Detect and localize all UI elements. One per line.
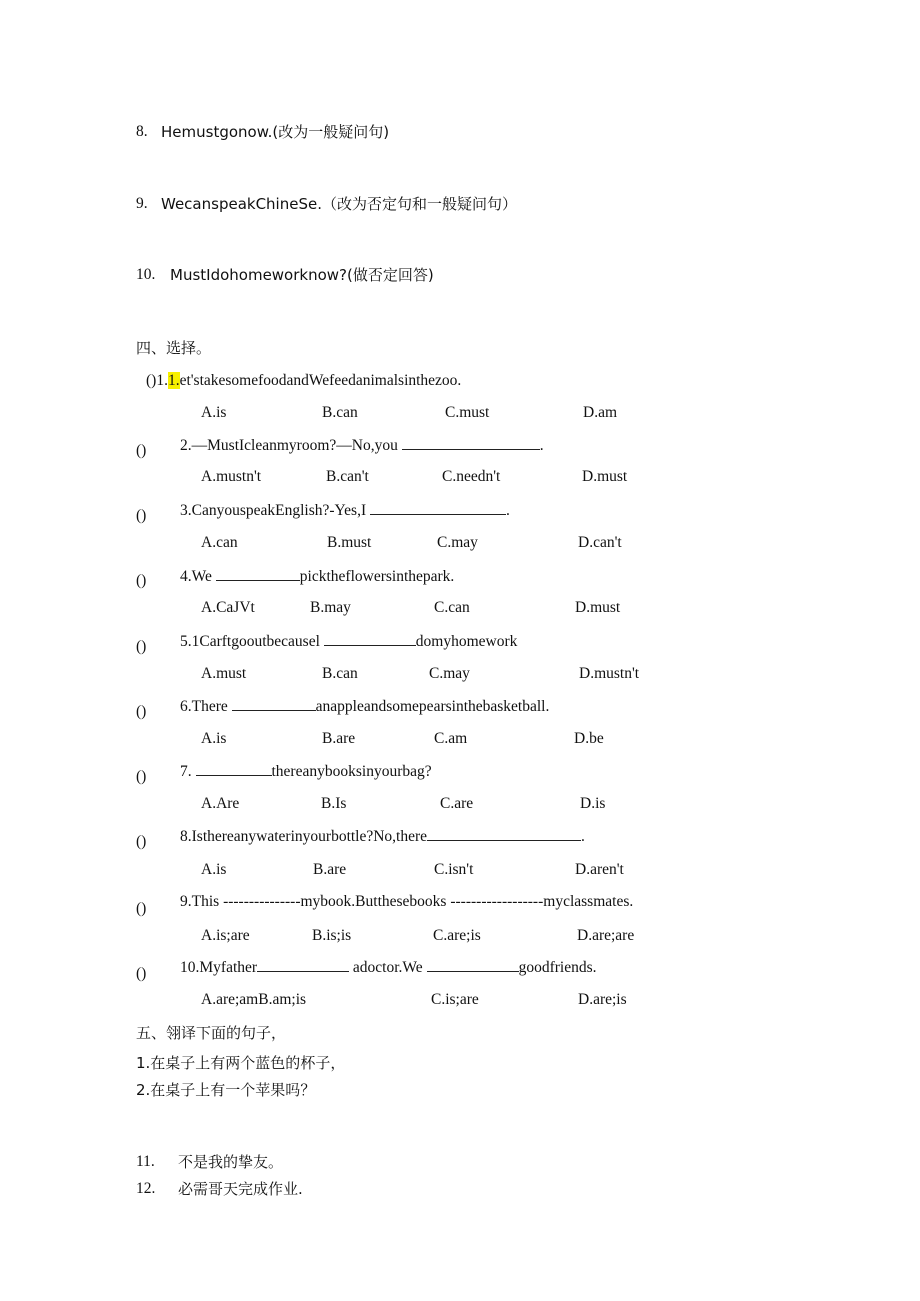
q7-option-a: A.Are [201, 795, 240, 812]
q5-option-b: B.can [322, 665, 358, 682]
q3-option-a: A.can [201, 534, 238, 551]
q4-option-c: C.can [434, 599, 470, 616]
q4-answer-paren: () [136, 572, 147, 589]
question-3 [180, 500, 510, 521]
question-5 [180, 631, 517, 652]
q1-option-d: D.am [583, 404, 618, 421]
q3-text: 3.CanyouspeakEnglish?-Yes,I [180, 502, 367, 519]
q7-option-d: D.is [580, 795, 606, 812]
question-7 [180, 761, 432, 782]
q9-answer-paren: () [136, 900, 147, 917]
dashed-blank: ------------------ [450, 893, 544, 910]
q5-option-d: D.mustn't [579, 665, 640, 682]
q5-end: domyhomework [415, 633, 518, 650]
item-12-text: 必需哥天完成作业. [178, 1180, 303, 1198]
q2-answer-paren: () [136, 442, 147, 459]
q2-option-b: B.can't [326, 468, 369, 485]
translate-sentence-2: 2.在桌子上有一个苹果吗？ [136, 1081, 316, 1099]
item-8-text: Hemustgonow.(改为一般疑问句) [161, 123, 390, 141]
answer-blank [402, 435, 540, 450]
item-9-number: 9. [136, 195, 148, 212]
q10-option-c: C.is;are [431, 991, 479, 1008]
q3-option-c: C.may [437, 534, 478, 551]
q4-end: picktheflowersinthepark. [299, 568, 455, 585]
q2-text: 2.—MustIcleanmyroom?—No,you [180, 437, 398, 454]
q10-mid-text: adoctor.We [352, 959, 423, 976]
question-1-prefix: ()1. [146, 372, 168, 389]
q1-option-a: A.is [201, 404, 227, 421]
q1-option-c: C.must [445, 404, 490, 421]
question-9 [180, 892, 633, 912]
q9-option-a: A.is;are [201, 927, 250, 944]
q6-option-a: A.is [201, 730, 227, 747]
q8-end: . [581, 828, 585, 845]
q2-option-c: C.needn't [442, 468, 501, 485]
q8-option-c: C.isn't [434, 861, 474, 878]
q6-option-b: B.are [322, 730, 356, 747]
item-9-text: WecanspeakChineSe.（改为否定句和一般疑问句） [161, 195, 517, 213]
q9-end: myclassmates. [543, 893, 634, 910]
q6-text: 6.There [180, 698, 228, 715]
q5-text: 5.1Carftgooutbecausel [180, 633, 320, 650]
item-11-number: 11. [136, 1153, 155, 1170]
q8-option-b: B.are [313, 861, 347, 878]
highlighted-text: 1. [167, 372, 180, 389]
q3-end: . [506, 502, 510, 519]
translate-sentence-1: 1.在桌子上有两个蓝色的杯子， [136, 1054, 346, 1072]
question-6 [180, 696, 549, 717]
q7-answer-paren: () [136, 768, 147, 785]
answer-blank [427, 957, 519, 972]
q9-mid-text: mybook.Butthesebooks [300, 893, 447, 910]
q10-option-d: D.are;is [578, 991, 627, 1008]
section-4-heading: 四、选择。 [136, 339, 212, 357]
q5-option-c: C.may [429, 665, 470, 682]
q9-option-b: B.is;is [312, 927, 352, 944]
q7-text: 7. [180, 763, 192, 780]
question-1 [146, 371, 461, 391]
q3-option-d: D.can't [578, 534, 622, 551]
q6-answer-paren: () [136, 703, 147, 720]
q10-answer-paren: () [136, 965, 147, 982]
q8-option-d: D.aren't [575, 861, 624, 878]
q8-answer-paren: () [136, 833, 147, 850]
q7-option-c: C.are [440, 795, 474, 812]
answer-blank [324, 631, 416, 646]
q10-text: 10.Myfather [180, 959, 258, 976]
q10-end: goodfriends. [518, 959, 597, 976]
q9-option-d: D.are;are [577, 927, 635, 944]
item-8-number: 8. [136, 123, 148, 140]
q6-option-d: D.be [574, 730, 604, 747]
answer-blank [257, 957, 349, 972]
question-10 [180, 957, 596, 978]
q9-option-c: C.are;is [433, 927, 481, 944]
q4-option-d: D.must [575, 599, 621, 616]
q4-option-b: B.may [310, 599, 351, 616]
item-10-number: 10. [136, 266, 156, 283]
q8-text: 8.Isthereanywaterinyourbottle?No,there [180, 828, 428, 845]
q3-option-b: B.must [327, 534, 372, 551]
q2-end: . [539, 437, 544, 454]
item-10-text: MustIdohomeworknow?(做否定回答) [170, 266, 434, 284]
q5-answer-paren: () [136, 638, 147, 655]
q1-option-b: B.can [322, 404, 358, 421]
q4-text: 4.We [180, 568, 212, 585]
question-4 [180, 566, 454, 587]
question-1-text: et'stakesomefoodandWefeedanimalsinthezoo. [179, 372, 462, 389]
q6-end: anappleandsomepearsinthebasketball. [315, 698, 550, 715]
q2-option-a: A.mustn't [201, 468, 262, 485]
item-11-text: 不是我的挚友。 [178, 1153, 284, 1171]
question-8 [180, 826, 585, 847]
q8-option-a: A.is [201, 861, 227, 878]
q4-option-a: A.CaJVt [201, 599, 255, 616]
answer-blank [216, 566, 300, 581]
section-5-heading: 五、翎译下面的句子， [136, 1024, 287, 1042]
question-2 [180, 435, 544, 456]
q5-option-a: A.must [201, 665, 247, 682]
answer-blank [232, 696, 316, 711]
dashed-blank: --------------- [223, 893, 301, 910]
q7-end: thereanybooksinyourbag? [271, 763, 432, 780]
q10-option-ab: A.are;amB.am;is [201, 991, 307, 1008]
answer-blank [370, 500, 506, 515]
q7-option-b: B.Is [321, 795, 347, 812]
q9-text: 9.This [180, 893, 220, 910]
q2-option-d: D.must [582, 468, 628, 485]
answer-blank [427, 826, 581, 841]
q3-answer-paren: () [136, 507, 147, 524]
answer-blank [196, 761, 272, 776]
q6-option-c: C.am [434, 730, 468, 747]
item-12-number: 12. [136, 1180, 156, 1197]
